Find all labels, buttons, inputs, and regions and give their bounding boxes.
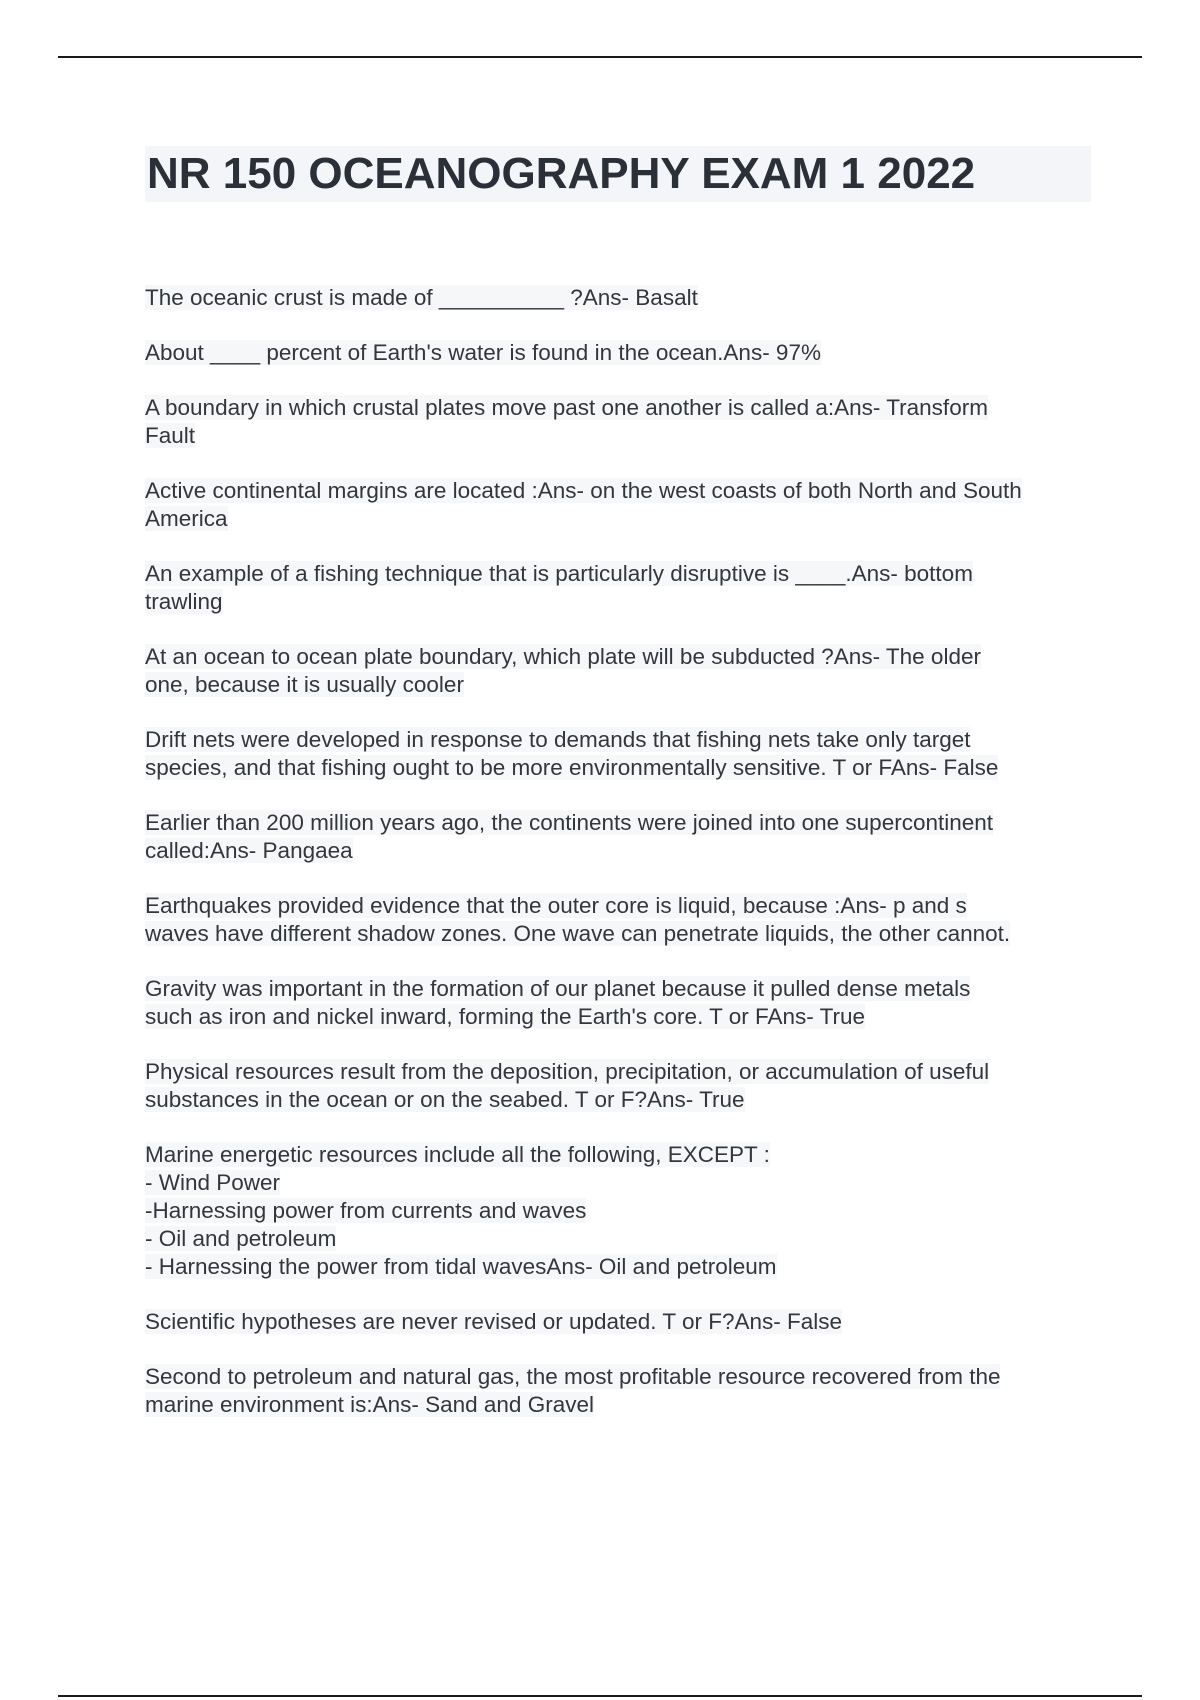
top-rule [58,56,1142,58]
item-text-line: The oceanic crust is made of __________ ?Ans- Basalt [145,285,698,310]
item-text-line: substances in the ocean or on the seabed. T or F?Ans- True [145,1087,745,1112]
item-text-line: Scientific hypotheses are never revised or updated. T or F?Ans- False [145,1309,843,1334]
item-text-line: Active continental margins are located :Ans- on the west coasts of both North and South [145,478,1022,503]
document-title: NR 150 OCEANOGRAPHY EXAM 1 2022 [145,146,1091,202]
item-text-line: one, because it is usually cooler [145,672,464,697]
item-text-line: America [145,506,228,531]
question-answer-list [145,284,1095,1446]
item-text-line: Earlier than 200 million years ago, the continents were joined into one supercontinent [145,810,994,835]
item-text-line: An example of a fishing technique that is particularly disruptive is ____.Ans- bottom [145,561,973,586]
list-item [145,892,1095,948]
item-text-line: called:Ans- Pangaea [145,838,353,863]
list-item [145,809,1095,865]
list-item [145,1141,1095,1281]
item-text-line: Fault [145,423,196,448]
list-item [145,726,1095,782]
list-item [145,975,1095,1031]
list-item [145,1363,1095,1419]
item-text-line: species, and that fishing ought to be more environmentally sensitive. T or FAns- False [145,755,999,780]
item-text-line: At an ocean to ocean plate boundary, which plate will be subducted ?Ans- The older [145,644,981,669]
item-text-line: such as iron and nickel inward, forming the Earth's core. T or FAns- True [145,1004,866,1029]
list-item [145,394,1095,450]
item-text-line: trawling [145,589,223,614]
item-text-line: marine environment is:Ans- Sand and Gravel [145,1392,594,1417]
list-item [145,339,1095,367]
list-item [145,1058,1095,1114]
bottom-rule [58,1695,1142,1697]
list-item [145,1308,1095,1336]
item-text-line: A boundary in which crustal plates move past one another is called a:Ans- Transform [145,395,988,420]
item-text-line: - Oil and petroleum [145,1226,337,1251]
item-text-line: - Wind Power [145,1170,281,1195]
item-text-line: Earthquakes provided evidence that the outer core is liquid, because :Ans- p and s [145,893,967,918]
item-text-line: Gravity was important in the formation of our planet because it pulled dense metals [145,976,971,1001]
item-text-line: Physical resources result from the deposition, precipitation, or accumulation of useful [145,1059,990,1084]
item-text-line: About ____ percent of Earth's water is found in the ocean.Ans- 97% [145,340,821,365]
item-text-line: waves have different shadow zones. One wave can penetrate liquids, the other cannot. [145,921,1011,946]
list-item [145,284,1095,312]
item-text-line: - Harnessing the power from tidal wavesAns- Oil and petroleum [145,1254,777,1279]
item-text-line: Drift nets were developed in response to demands that fishing nets take only target [145,727,971,752]
list-item [145,643,1095,699]
item-text-line: -Harnessing power from currents and waves [145,1198,587,1223]
item-text-line: Second to petroleum and natural gas, the most profitable resource recovered from the [145,1364,1001,1389]
item-text-line: Marine energetic resources include all the following, EXCEPT : [145,1142,770,1167]
list-item [145,560,1095,616]
list-item [145,477,1095,533]
